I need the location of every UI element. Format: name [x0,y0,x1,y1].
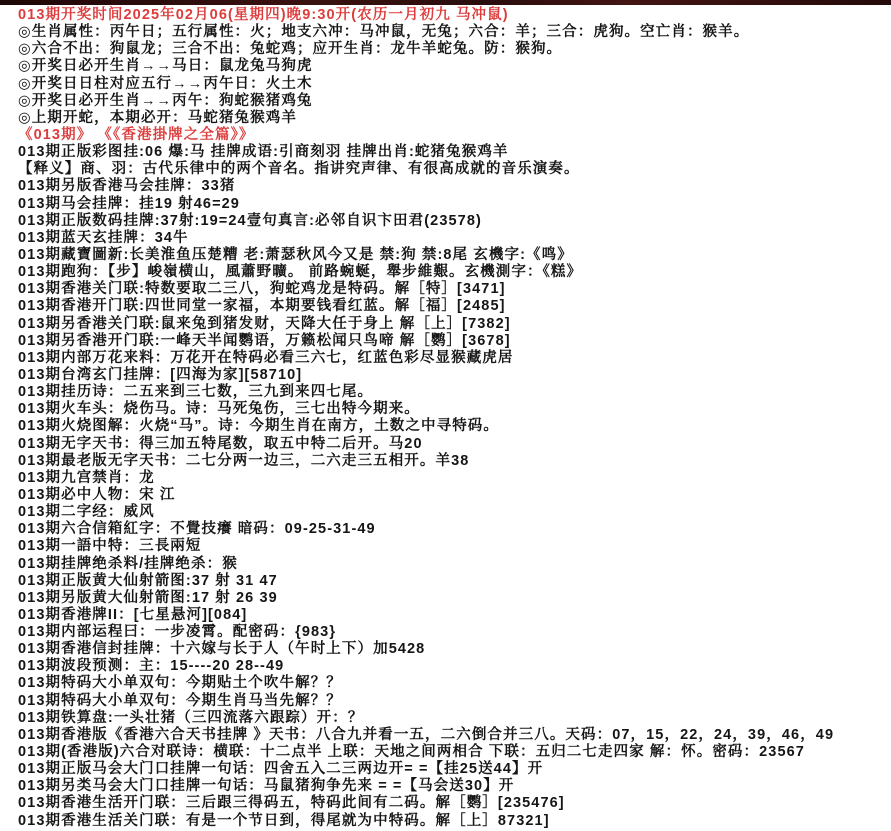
text-line: 013期正版彩图挂:06 爆:马 挂牌成语:引商刻羽 挂牌出肖:蛇猪兔猴鸡羊 [18,144,509,161]
text-line: 013期香港开门联:四世同堂一家福，本期要钱看红蓝。解［福］[2485] [18,298,506,315]
text-line: 013期(香港版)六合对联诗：横联：十二点半 上联：天地之间两相合 下联：五归二七走四家 解：怀。密码：23567 [18,744,805,761]
text-line: 013期藏寶圖新:长美淮鱼压楚糟 老:萧瑟秋风今又是 禁:狗 禁:8尾 玄機字:《鸣》 [18,246,573,263]
text-line: 013期内部万花来料：万花开在特码必看三六七，红蓝色彩尽显猴藏虎居 [18,349,514,366]
text-line: ◎开奖日必开生肖→→丙午：狗蛇猴猪鸡兔 [18,92,313,109]
text-line: 013期香港生活关门联：有是一个节日到，得尾就为中特码。解［上］87321] [18,812,550,829]
text-line: 013期正版黄大仙射箭图:37 射 31 47 [18,572,278,589]
text-line: 013期香港版《香港六合天书挂牌 》天书：八合九并看一五，二六倒合并三八。天码：07，15，22，24，39，46，49 [18,726,835,743]
text-line: 013期六合信箱紅字：不覺技癢 暗码：09-25-31-49 [18,521,376,538]
text-line: 013期二字经：威风 [18,504,155,521]
text-line: 013期另版黄大仙射箭图:17 射 26 39 [18,589,278,606]
text-line: 013期火烧图解：火烧“马”。诗：今期生肖在南方，土数之中寻特码。 [18,418,499,435]
text-line: 013期正版数码挂牌:37射:19=24壹句真言:必邻自识卞田君(23578) [18,212,482,229]
text-line: 013期正版马会大门口挂牌一句话：四舍五入二三两边开= =【挂25送44】开 [18,761,544,778]
text-line: 【释义】商、羽：古代乐律中的两个音名。指讲究声律、有很高成就的音乐演奏。 [18,161,580,178]
highlight-text-line: 013期开奖时间2025年02月06(星期四)晚9:30开(农历一月初九 马冲鼠) [18,7,509,23]
text-line: 013期台湾玄门挂牌：[四海为家][58710] [18,366,303,383]
text-line: ◎开奖日必开生肖→→马日：鼠龙兔马狗虎 [18,58,313,75]
text-line: 013期挂牌绝杀料/挂牌绝杀：猴 [18,555,238,572]
lottery-info-text-block [0,5,891,830]
text-line: 013期无字天书：得三加五特尾数，取五中特二后开。马20 [18,435,423,452]
text-line: 013期另香港关门联:鼠来兔到猪发财，天降大任于身上 解［上］[7382] [18,315,511,332]
highlight-text-line: 《013期》 《《香港掛牌之全篇》》 [18,126,255,143]
text-line: 013期蓝天玄挂牌：34牛 [18,229,189,246]
text-line: 013期铁算盘:一头壮猪（三四流落六跟踪）开：？ [18,709,364,726]
text-line: 013期香港牌II：[七星悬河][084] [18,606,248,623]
text-line: 013期另香港开门联:一峰天半闻鹦语，万籁松闻只鸟啼 解［鹦］[3678] [18,332,511,349]
text-line: 013期必中人物：宋 江 [18,486,176,503]
text-line: 013期香港信封挂牌：十六嫁与长于人（午时上下）加5428 [18,641,426,658]
text-line: 013期另版香港马会挂牌：33猪 [18,178,236,195]
text-line: 013期香港关门联:特数要取二三八，狗蛇鸡龙是特码。解［特］[3471] [18,281,506,298]
text-line: ◎开奖日日柱对应五行→→丙午日：火土木 [18,75,313,92]
text-line: 013期马会挂牌：挂19 射46=29 [18,195,240,212]
text-line: 013期挂历诗：二五来到三七数，三九到来四七尾。 [18,384,374,401]
text-line: 013期跑狗：【步】峻嶺横山，風蕭野曠。 前路蜿蜒，舉步維艱。玄機測字：《糕》 [18,264,583,281]
text-line: 013期九宫禁肖：龙 [18,469,155,486]
text-line: 013期特码大小单双句：今期生肖马当先解？？ [18,692,342,709]
text-line: ◎上期开蛇，本期必开：马蛇猪兔猴鸡羊 [18,109,297,126]
text-line: 013期内部运程曰：一步凌霄。配密码：{983} [18,624,337,641]
text-line: ◎六合不出：狗鼠龙；三合不出：兔蛇鸡；应开生肖：龙牛羊蛇兔。防：猴狗。 [18,41,563,58]
text-line: 013期另类马会大门口挂牌一句话：马鼠猪狗争先来 = =【马会送30】开 [18,778,515,795]
text-line: 013期最老版无字天书：二七分两一边三，二六走三五相开。羊38 [18,452,470,469]
text-line: 013期特码大小单双句：今期贴土个吹牛解？？ [18,675,342,692]
text-line: 013期香港生活开门联：三后跟三得码五，特码此间有二码。解［鹦］[235476] [18,795,565,812]
text-line: 013期一語中特：三長兩短 [18,538,202,555]
text-line: 013期波段预测：主：15----20 28--49 [18,658,285,675]
text-line: 013期火车头：烧伤马。诗：马死兔伤，三七出特今期来。 [18,401,420,418]
text-line: ◎生肖属性：丙午日；五行属性：火；地支六冲：马冲鼠，无兔；六合：羊；三合：虎狗。空亡肖：猴羊。 [18,24,750,41]
